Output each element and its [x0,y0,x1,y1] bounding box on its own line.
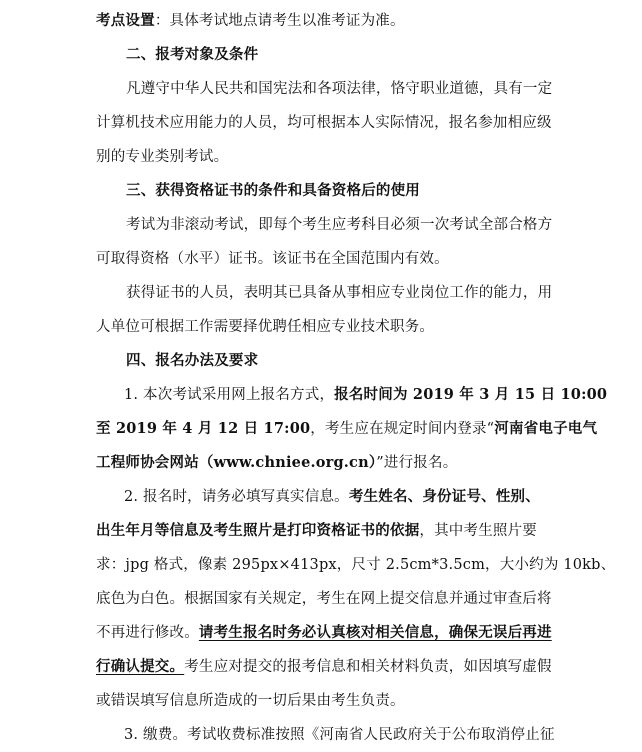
eligibility-line-3: 别的专业类别考试。 [96,149,229,165]
association-name-part-1: 河南省电子电气 [494,420,598,437]
exam-site-paragraph [96,4,602,38]
registration-method-text: 1. 本次考试采用网上报名方式， [124,387,335,403]
registration-login-text: ，考生应在规定时间内登录“ [310,421,495,437]
certificate-use-line-2: 人单位可根据工作需要择优聘任相应专业技术职务。 [96,319,435,335]
certificate-line-2: 可取得资格（水平）证书。该证书在全国范围内有效。 [96,251,449,267]
required-info-bold-2: 出生年月等信息及考生照片是打印资格证书的依据 [96,522,420,539]
exam-site-label: 考点设置 [96,12,155,29]
required-info-bold-1: 考生姓名、身份证号、性别、 [348,488,540,505]
registration-item-2-line-3: 求：jpg 格式，像素 295px×413px，尺寸 2.5cm*3.5cm，大小约为 10kb、 [96,557,616,573]
eligibility-line-2: 计算机技术应用能力的人员，均可根据本人实际情况，报名参加相应级 [96,115,552,131]
section-heading-2: 二、报考对象及条件 [126,47,259,63]
registration-item-2-line-6 [96,650,602,684]
registration-time-start: 报名时间为 2019 年 3 月 15 日 10:00 [334,386,608,403]
exam-site-text: ：具体考试地点请考生以准考证为准。 [154,13,405,29]
registration-suffix-text: ”进行报名。 [376,455,458,471]
registration-item-2-line-4: 底色为白色。根据国家有关规定，考生在网上提交信息并通过审查后将 [96,591,552,607]
verify-warning-part-1: 请考生报名时务必认真核对相关信息，确保无误后再进 [198,624,552,641]
registration-item-1-line-2 [96,412,602,446]
photo-requirement-text: ，其中考生照片要 [419,523,538,539]
registration-time-end: 至 2019 年 4 月 12 日 17:00 [96,420,311,437]
registration-item-1-line-3 [96,446,602,480]
registration-item-2-line-7: 或错误填写信息所造成的一切后果由考生负责。 [96,693,405,709]
truthful-info-text: 2. 报名时，请务必填写真实信息。 [124,489,349,505]
section-heading-3: 三、获得资格证书的条件和具备资格后的使用 [126,183,420,199]
responsibility-text: 考生应对提交的报考信息和相关材料负责，如因填写虚假 [184,659,552,675]
certificate-use-line-1: 获得证书的人员，表明其已具备从事相应专业岗位工作的能力，用 [126,285,553,301]
certificate-line-1: 考试为非滚动考试，即每个考生应考科目必须一次考试全部合格方 [126,217,553,233]
registration-item-2-line-1 [96,480,602,514]
registration-item-3-line-1: 3. 缴费。考试收费标准按照《河南省人民政府关于公布取消停止征 [124,727,555,743]
registration-item-2-line-5 [96,616,602,650]
eligibility-line-1: 凡遵守中华人民共和国宪法和各项法律，恪守职业道德，具有一定 [126,81,553,97]
section-heading-4: 四、报名办法及要求 [126,353,259,369]
association-website: 工程师协会网站（www.chniee.org.cn） [96,454,377,471]
no-modification-text: 不再进行修改。 [96,625,199,641]
verify-warning-part-2: 行确认提交。 [96,658,185,675]
registration-item-1-line-1 [96,378,608,412]
registration-item-2-line-2 [96,514,602,548]
